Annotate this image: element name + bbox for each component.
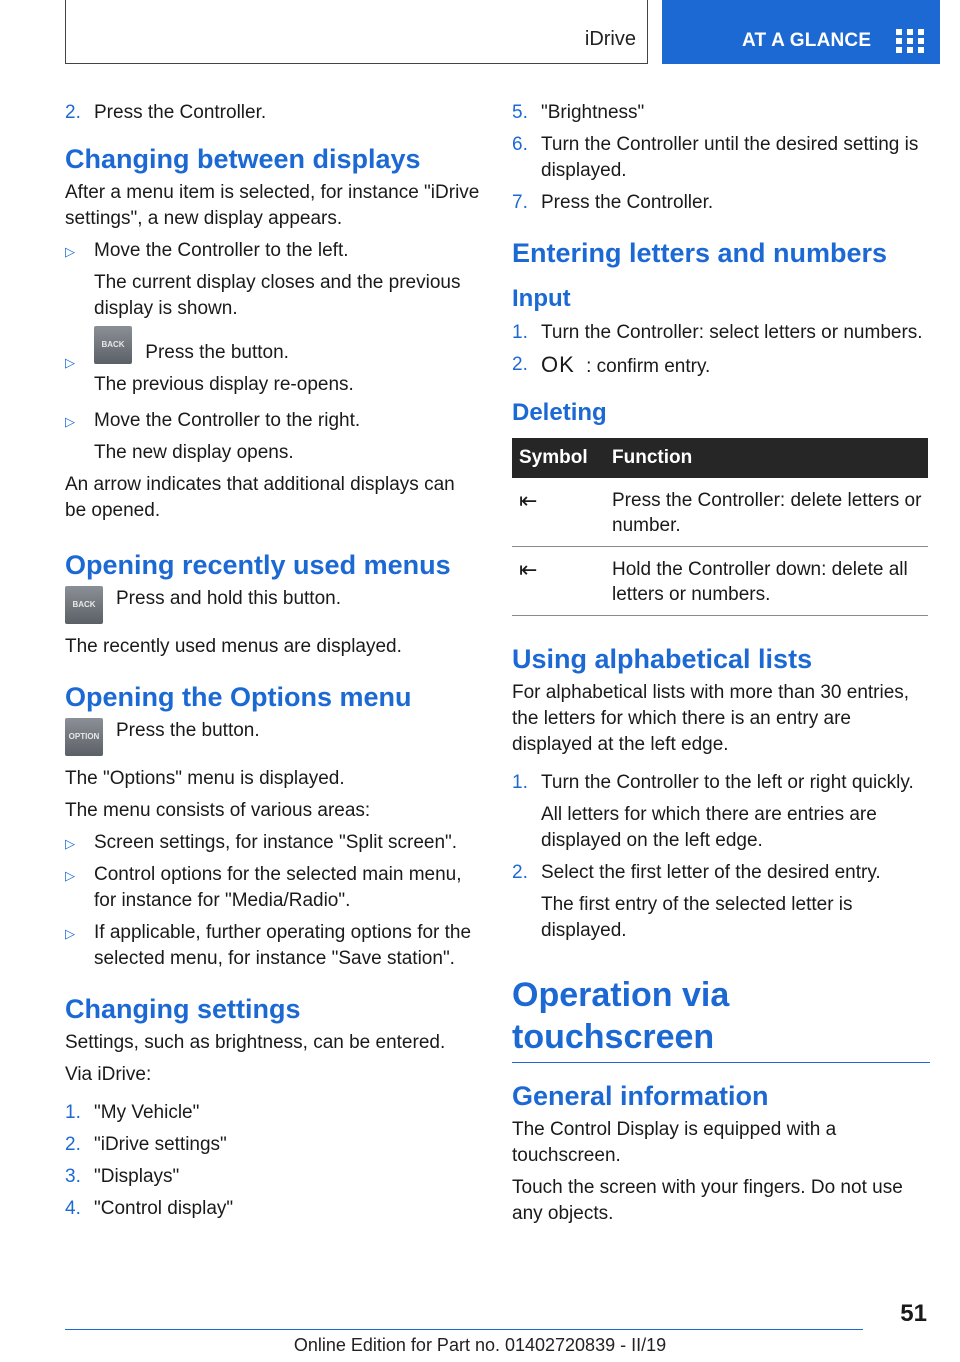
chapter-heading-rule (512, 974, 930, 1063)
delete-arrow-icon: ⇤ (512, 547, 605, 616)
section-heading: Opening recently used menus (65, 550, 451, 580)
list-item: 5. "Brightness" (512, 102, 645, 123)
grid-icon (896, 29, 924, 53)
section-heading: Using alphabetical lists (512, 644, 813, 674)
left-column (65, 100, 481, 1228)
list-item: 3. "Displays" (65, 1166, 180, 1187)
list-item: 6. Turn the Controller until the desired setting is displayed. (512, 134, 919, 181)
list-item: ▷ BACK Press the button. (65, 332, 481, 366)
list-item: ▷ Screen settings, for instance "Split screen". (65, 830, 481, 856)
list-subtext: The current display closes and the previous display is shown. (94, 272, 461, 319)
page-number: 51 (900, 1300, 927, 1327)
list-item: ▷ Move the Controller to the right. (65, 408, 481, 434)
paragraph: The recently used menus are displayed. (65, 636, 402, 657)
list-item: ▷ If applicable, further operating options for the selected menu, for instance "Save station". (65, 922, 472, 969)
list-item: 2. Select the first letter of the desired entry. (512, 862, 881, 883)
list-item: 2. OK : confirm entry. (512, 352, 711, 377)
section-heading: Entering letters and numbers (512, 238, 888, 268)
table-cell: Press the Controller: delete letters or number. (605, 478, 928, 547)
bullet-triangle-icon: ▷ (65, 355, 75, 370)
section-heading: Changing between displays (65, 144, 421, 174)
bullet-triangle-icon: ▷ (65, 836, 75, 851)
chapter-heading: Operation via touchscreen (512, 976, 730, 1056)
list-subtext: All letters for which there are entries are displayed on the left edge. (541, 804, 877, 851)
list-item: 1. Turn the Controller to the left or right quickly. (512, 772, 914, 793)
button-instruction: OPTION Press the button. (65, 718, 481, 756)
section-heading: Opening the Options menu (65, 682, 412, 712)
paragraph: Touch the screen with your fingers. Do not use any objects. (512, 1177, 903, 1224)
back-button-icon: BACK (65, 586, 103, 624)
subsection-heading: Input (512, 285, 571, 312)
table-cell: Hold the Controller down: delete all letters or numbers. (605, 547, 928, 616)
paragraph: Settings, such as brightness, can be entered. (65, 1032, 446, 1053)
back-button-icon: BACK (94, 326, 132, 364)
list-item: 4. "Control display" (65, 1198, 234, 1219)
list-item: ▷ Move the Controller to the left. (65, 238, 481, 264)
right-column (512, 100, 930, 1233)
section-heading: General information (512, 1081, 769, 1111)
paragraph: The Control Display is equipped with a touchscreen. (512, 1119, 837, 1166)
footer-edition-text: Online Edition for Part no. 01402720839 - II/19 (293, 1335, 667, 1355)
list-item: 1. Turn the Controller: select letters or numbers. (512, 322, 923, 343)
paragraph: The "Options" menu is displayed. (65, 768, 345, 789)
paragraph: Via iDrive: (65, 1064, 152, 1085)
section-heading: Changing settings (65, 994, 301, 1024)
bullet-triangle-icon: ▷ (65, 926, 75, 941)
header-chapter-tab[interactable] (662, 0, 940, 64)
list-item: ▷ Control options for the selected main menu, for instance for "Media/Radio". (65, 864, 462, 911)
chapter-tab-label: AT A GLANCE (742, 30, 872, 51)
list-item: 2. "iDrive settings" (65, 1134, 227, 1155)
symbol-table (512, 438, 928, 616)
subsection-heading: Deleting (512, 399, 607, 426)
list-subtext: The new display opens. (94, 442, 294, 463)
list-item: 1. "My Vehicle" (65, 1102, 200, 1123)
header-section-title: iDrive (584, 28, 636, 50)
table-header: Function (605, 438, 928, 478)
paragraph: For alphabetical lists with more than 30 entries, the letters for which there is an entry are displayed at the left edge. (512, 682, 910, 755)
table-row (512, 547, 928, 616)
paragraph: After a menu item is selected, for instance "iDrive settings", a new display appears. (65, 182, 480, 229)
list-subtext: The previous display re-opens. (94, 374, 354, 395)
table-row (512, 478, 928, 547)
table-header: Symbol (512, 438, 605, 478)
footer-divider (65, 1329, 863, 1330)
bullet-triangle-icon: ▷ (65, 414, 75, 429)
delete-arrow-icon: ⇤ (512, 478, 605, 547)
paragraph: The menu consists of various areas: (65, 800, 371, 821)
list-item: 2. Press the Controller. (65, 102, 267, 123)
list-subtext: The first entry of the selected letter is displayed. (541, 894, 853, 941)
ok-icon: OK (541, 352, 575, 377)
list-item: 7. Press the Controller. (512, 192, 714, 213)
header-frame (65, 0, 648, 64)
paragraph: An arrow indicates that additional displays can be opened. (65, 474, 455, 521)
bullet-triangle-icon: ▷ (65, 868, 75, 883)
button-instruction: BACK Press and hold this button. (65, 586, 481, 624)
bullet-triangle-icon: ▷ (65, 244, 75, 259)
option-button-icon: OPTION (65, 718, 103, 756)
